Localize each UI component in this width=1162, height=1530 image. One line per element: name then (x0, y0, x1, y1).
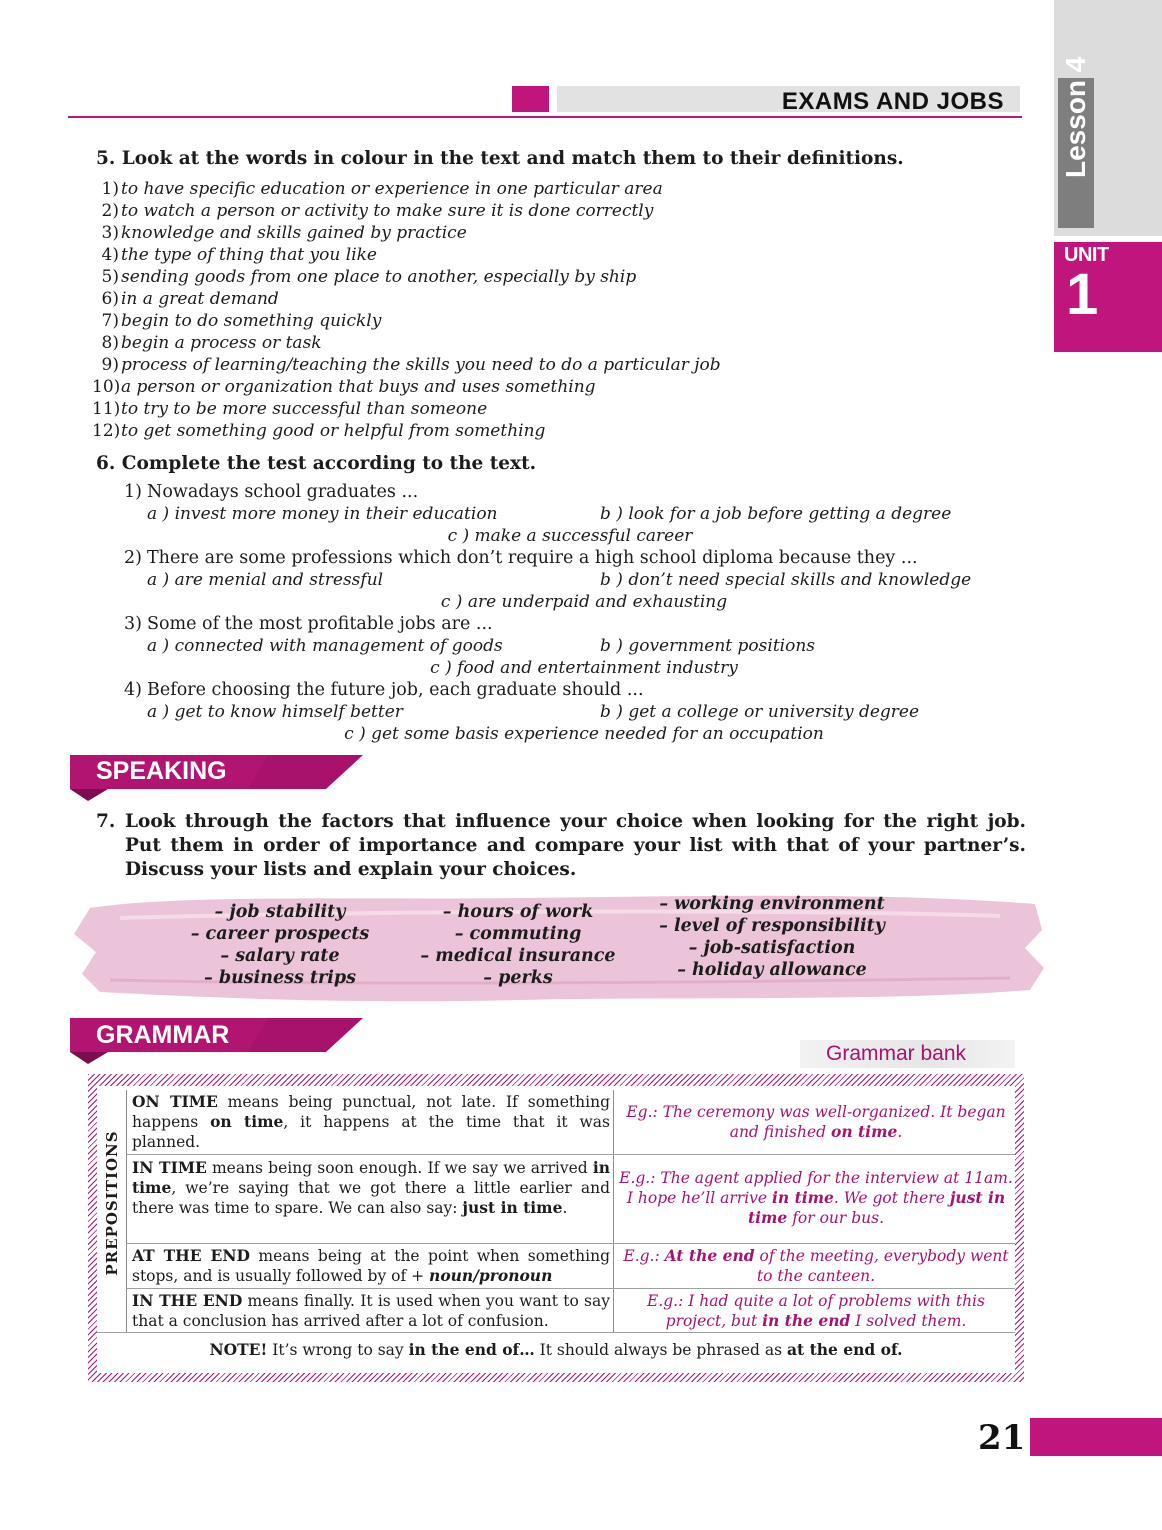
factor-item: – working environment (659, 894, 885, 914)
definition-item (92, 398, 721, 420)
definition-item (92, 266, 721, 288)
side-unit-number: 1 (1066, 262, 1099, 327)
question-stem: Before choosing the future job, each graduate should ... (147, 680, 644, 700)
header-accent-block (512, 86, 549, 112)
exercise-7-number: 7. (96, 811, 116, 832)
definition-text: a person or organization that buys and uses something (121, 377, 596, 397)
definition-text: to have specific education or experience in one particular area (121, 179, 663, 199)
table-divider-middle (613, 1090, 614, 1332)
grammar-bank-label: Grammar bank (826, 1042, 967, 1065)
footer-accent-bar (1030, 1418, 1162, 1456)
rule-description: AT THE END means being at the point when something stops, and is usually followed by of + noun/pronoun (132, 1246, 610, 1285)
table-divider-left (126, 1090, 127, 1332)
definition-text: begin to do something quickly (121, 311, 382, 331)
definition-number: 10) (92, 377, 121, 397)
option-a: a ) get to know himself better (147, 702, 403, 722)
definition-text: to watch a person or activity to make sure it is done correctly (121, 201, 654, 221)
definition-text: process of learning/teaching the skills you need to do a particular job (121, 355, 721, 375)
option-b: b ) don’t need special skills and knowledge (600, 570, 972, 590)
factor-item: – level of responsibility (659, 916, 885, 936)
section-title: EXAMS AND JOBS (781, 88, 1004, 115)
rule-example: E.g.: The agent applied for the interview at 11am. I hope he’ll arrive in time. We got there just in time for our bus. (619, 1169, 1013, 1227)
option-a: a ) connected with management of goods (147, 636, 503, 656)
exercise-5-title: 5. Look at the words in colour in the text and match them to their definitions. (96, 148, 904, 169)
factor-item: – holiday allowance (677, 960, 867, 980)
question-number: 3) (124, 614, 142, 634)
rule-description: ON TIME means being punctual, not late. If something happens on time, it happens at the time that it was planned. (132, 1092, 610, 1151)
definition-text: sending goods from one place to another, especially by ship (121, 267, 637, 287)
definition-number: 8) (101, 333, 119, 353)
factor-item: – medical insurance (420, 946, 616, 966)
definition-number: 7) (101, 311, 119, 331)
rule-description: IN TIME means being soon enough. If we say we arrived in time, we’re saying that we got there a little earlier and there was time to spare. We can also say: just in time. (132, 1158, 610, 1217)
definition-number: 5) (101, 267, 119, 287)
definition-item (92, 310, 721, 332)
definition-number: 12) (92, 421, 121, 441)
exercise-7 (96, 810, 1026, 882)
question-number: 1) (124, 482, 142, 502)
rule-description: IN THE END means finally. It is used when you want to say that a conclusion has arrived after a lot of confusion. (132, 1291, 610, 1330)
definition-number: 4) (101, 245, 119, 265)
definition-item (92, 354, 721, 376)
option-b: b ) government positions (600, 636, 815, 656)
definition-item (92, 288, 721, 310)
table-note-divider (97, 1332, 1015, 1333)
definition-number: 2) (101, 201, 119, 221)
definition-number: 6) (101, 289, 119, 309)
prepositions-side-label: PREPOSITIONS (103, 1130, 121, 1276)
side-lesson-label: Lesson 4 (1060, 56, 1091, 178)
definition-text: knowledge and skills gained by practice (121, 223, 467, 243)
rule-example: E.g.: I had quite a lot of problems with this project, but in the end I solved them. (647, 1292, 985, 1330)
definition-item (92, 222, 721, 244)
definition-text: the type of thing that you like (121, 245, 377, 265)
factor-item: – career prospects (190, 924, 370, 944)
definition-number: 1) (101, 179, 119, 199)
definition-number: 3) (101, 223, 119, 243)
definition-number: 11) (92, 399, 121, 419)
option-c: c ) are underpaid and exhausting (440, 592, 728, 612)
exercise-7-text: Look through the factors that influence your choice when looking for the right job. Put them in order of importance and compare your list with that of your partner’s. Discuss your lists and explain your choices. (125, 811, 1026, 880)
side-unit-label: UNIT (1064, 244, 1109, 266)
table-row-divider (126, 1154, 1015, 1155)
option-c: c ) make a successful career (447, 526, 693, 546)
rule-example: E.g.: At the end of the meeting, everybody went to the canteen. (623, 1246, 1009, 1285)
grammar-banner-label: GRAMMAR (96, 1021, 230, 1049)
question-stem: Some of the most profitable jobs are ... (147, 614, 493, 634)
factor-item: – salary rate (220, 946, 340, 966)
definition-text: to try to be more successful than someone (121, 399, 488, 419)
definition-item (92, 420, 721, 442)
factor-item: – business trips (204, 968, 356, 988)
definition-item (92, 332, 721, 354)
definition-item (92, 200, 721, 222)
definition-item (92, 178, 721, 200)
option-c: c ) food and entertainment industry (430, 658, 738, 678)
header-rule (68, 116, 1022, 118)
factor-item: – job-satisfaction (688, 938, 856, 958)
question-stem: There are some professions which don’t require a high school diploma because they ... (147, 548, 918, 568)
factor-item: – commuting (454, 924, 582, 944)
definition-text: to get something good or helpful from something (121, 421, 546, 441)
table-row-divider (126, 1288, 1015, 1289)
definition-item (92, 376, 721, 398)
option-a: a ) invest more money in their education (147, 504, 498, 524)
option-c: c ) get some basis experience needed for an occupation (344, 724, 824, 744)
factor-item: – job stability (214, 902, 346, 922)
speaking-banner-label: SPEAKING (96, 757, 227, 785)
option-b: b ) look for a job before getting a degree (600, 504, 952, 524)
definition-item (92, 244, 721, 266)
question-number: 2) (124, 548, 142, 568)
definition-number: 9) (101, 355, 119, 375)
rule-example: Eg.: The ceremony was well-organized. It began and finished on time. (626, 1103, 1006, 1141)
question-stem: Nowadays school graduates ... (147, 482, 419, 502)
exercise-6-title: 6. Complete the test according to the text. (96, 453, 537, 474)
table-row-divider (126, 1243, 1015, 1244)
definition-text: in a great demand (121, 289, 279, 309)
option-a: a ) are menial and stressful (147, 570, 384, 590)
definition-list (92, 178, 721, 442)
page-number: 21 (978, 1418, 1026, 1458)
question-number: 4) (124, 680, 142, 700)
option-b: b ) get a college or university degree (600, 702, 920, 722)
grammar-note: NOTE! It’s wrong to say in the end of… It should always be phrased as at the end of. (209, 1340, 903, 1359)
factor-item: – perks (483, 968, 553, 988)
factor-item: – hours of work (442, 902, 594, 922)
definition-text: begin a process or task (121, 333, 322, 353)
